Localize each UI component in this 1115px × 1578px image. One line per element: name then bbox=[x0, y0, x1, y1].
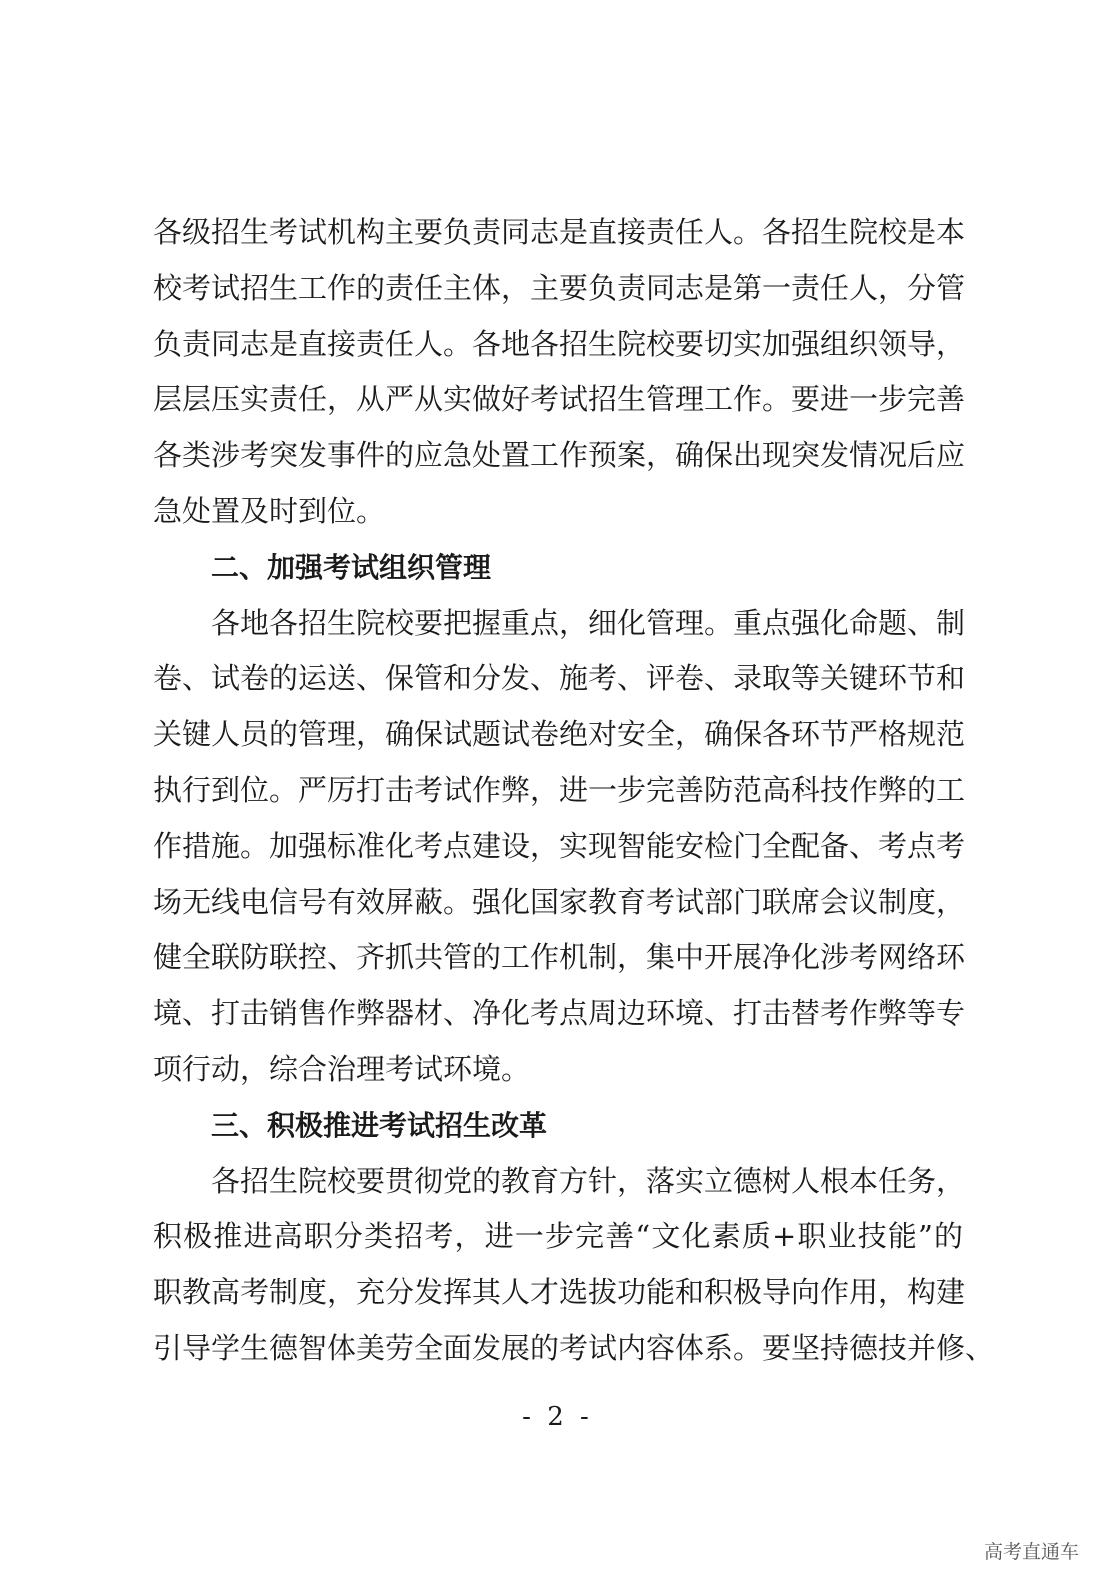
text-line: 各类涉考突发事件的应急处置工作预案，确保出现突发情况后应 bbox=[153, 438, 966, 473]
text-line: 关键人员的管理，确保试题试卷绝对安全，确保各环节严格规范 bbox=[153, 717, 966, 752]
paragraph-1 bbox=[153, 205, 966, 540]
text-line: 急处置及时到位。 bbox=[153, 493, 386, 528]
text-line: 层层压实责任，从严从实做好考试招生管理工作。要进一步完善 bbox=[153, 382, 966, 417]
body-text bbox=[153, 205, 995, 1377]
section-heading-3: 三、积极推进考试招生改革 bbox=[211, 1108, 548, 1142]
text-line: 作措施。加强标准化考点建设，实现智能安检门全配备、考点考 bbox=[153, 828, 966, 863]
section-heading-2: 二、加强考试组织管理 bbox=[211, 550, 492, 584]
text-line: 各级招生考试机构主要负责同志是直接责任人。各招生院校是本 bbox=[153, 215, 966, 249]
text-line: 职教高考制度，充分发挥其人才选拔功能和积极导向作用，构建 bbox=[153, 1275, 966, 1310]
text-line: 项行动，综合治理考试环境。 bbox=[153, 1051, 531, 1086]
text-line: 校考试招生工作的责任主体，主要负责同志是第一责任人，分管 bbox=[153, 270, 966, 305]
text-line: 场无线电信号有效屏蔽。强化国家教育考试部门联席会议制度， bbox=[153, 884, 966, 919]
text-line: 引导学生德智体美劳全面发展的考试内容体系。要坚持德技并修、 bbox=[153, 1330, 995, 1365]
text-line: 积极推进高职分类招考，进一步完善“文化素质+职业技能”的 bbox=[153, 1219, 963, 1254]
text-line: 卷、试卷的运送、保管和分发、施考、评卷、录取等关键环节和 bbox=[153, 661, 966, 696]
paragraph-3 bbox=[153, 1154, 995, 1377]
paragraph-2 bbox=[153, 596, 966, 1098]
text-line: 执行到位。严厉打击考试作弊，进一步完善防范高科技作弊的工 bbox=[153, 772, 966, 807]
watermark-text: 高考直通车 bbox=[983, 1541, 1079, 1563]
text-line: 各地各招生院校要把握重点，细化管理。重点强化命题、制 bbox=[211, 605, 966, 640]
text-line: 各招生院校要贯彻党的教育方针，落实立德树人根本任务， bbox=[211, 1163, 966, 1198]
text-line: 负责同志是直接责任人。各地各招生院校要切实加强组织领导， bbox=[153, 326, 966, 361]
text-line: 境、打击销售作弊器材、净化考点周边环境、打击替考作弊等专 bbox=[153, 996, 966, 1031]
text-line: 健全联防联控、齐抓共管的工作机制，集中开展净化涉考网络环 bbox=[153, 940, 966, 975]
page-number: - 2 - bbox=[522, 1402, 593, 1432]
